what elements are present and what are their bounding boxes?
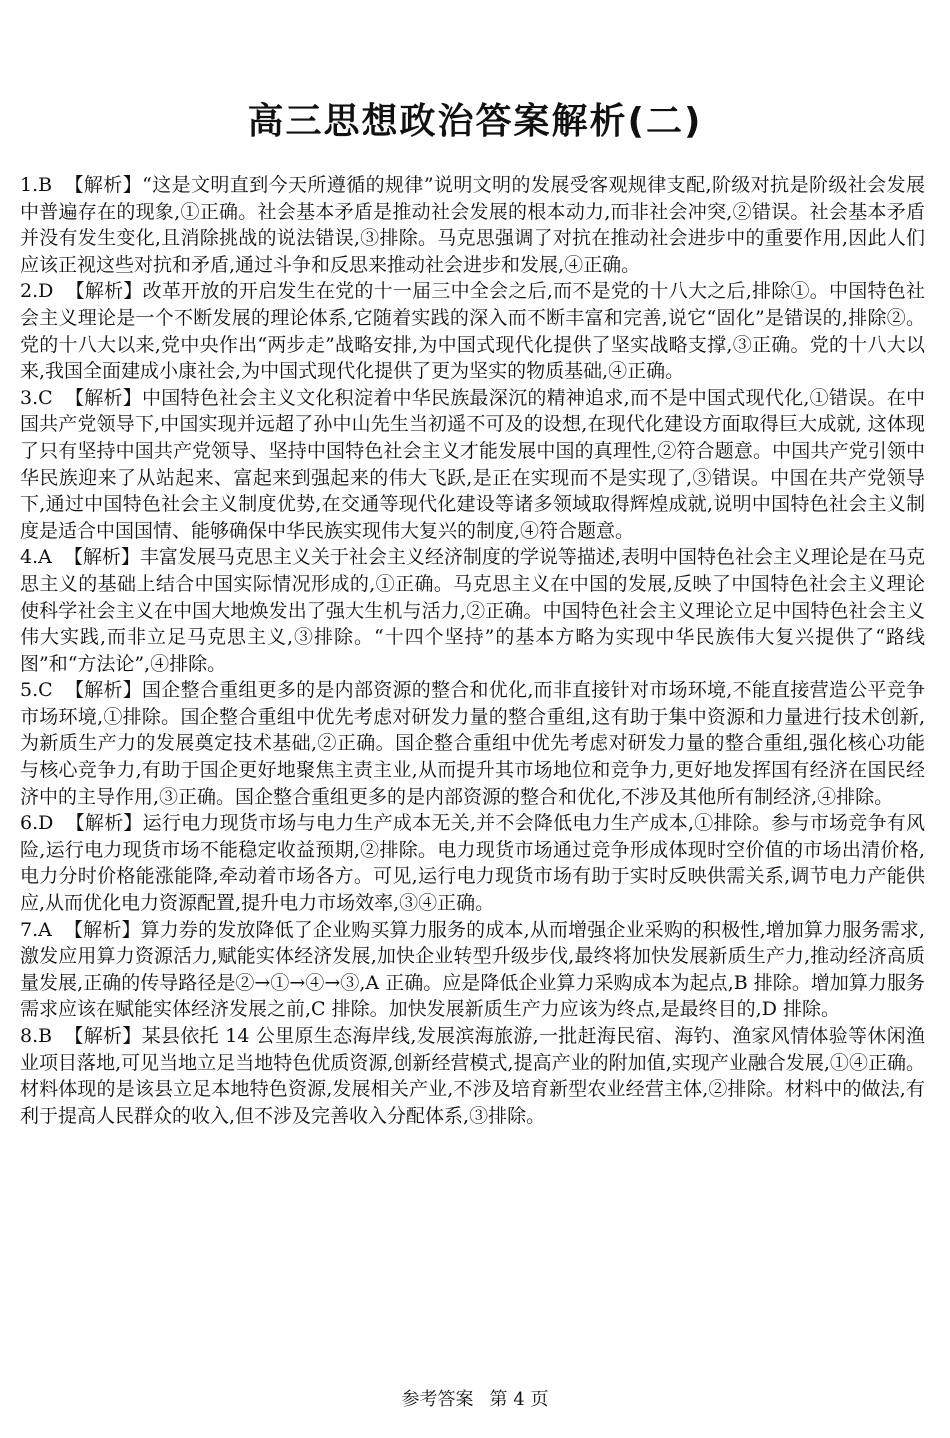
answer-number: 5. — [20, 679, 39, 702]
answer-letter: D — [38, 280, 54, 303]
answer-letter: B — [38, 174, 53, 196]
answer-letter: C — [38, 386, 53, 409]
answer-letter: A — [38, 546, 52, 569]
page-title: 高三思想政治答案解析(二) — [247, 101, 703, 142]
footer-label: 参考答案 — [401, 1389, 474, 1410]
answer-item-2 — [20, 278, 925, 384]
answer-item-3 — [20, 385, 925, 545]
answer-item-6 — [20, 810, 925, 916]
answer-explanation: 【解析】运行电力现货市场与电力生产成本无关,并不会降低电力生产成本,①排除。参与市场竞争有风险,运行电力现货市场不能稳定收益预期,②排除。电力现货市场通过竞争形成体现时空价值的市场出清价格,电力分时价格能涨能降,牵动着市场各方。可见,运行电力现货市场有助于实时反映供需关系,调节电力产能供应,从而优化电力资源配置,提升电力市场效率,③④正确。 — [20, 812, 925, 915]
page-footer — [0, 1388, 950, 1412]
answer-number: 1. — [20, 174, 39, 196]
answer-letter: D — [38, 812, 54, 835]
answer-number: 2. — [20, 280, 39, 303]
answer-item-1 — [20, 172, 925, 278]
answer-letter: B — [38, 1025, 53, 1047]
answer-explanation: 【解析】国企整合重组更多的是内部资源的整合和优化,而非直接针对市场环境,不能直接营造公平竞争市场环境,①排除。国企整合重组中优先考虑对研发力量的整合重组,这有助于集中资源和力量进行技术创新,为新质生产力的发展奠定技术基础,②正确。国企整合重组中优先考虑对研发力量的整合重组,强化核心功能与核心竞争力,有助于国企更好地聚焦主责主业,从而提升其市场地位和竞争力,更好地发挥国有经济在国民经济中的主导作用,③正确。国企整合重组更多的是内部资源的整合和优化,不涉及其他所有制经济,④排除。 — [20, 679, 925, 808]
answer-letter: C — [38, 679, 53, 702]
answer-number: 8. — [20, 1025, 39, 1047]
page-number: 第 4 页 — [489, 1389, 549, 1410]
answer-number: 6. — [20, 812, 39, 835]
answer-number: 3. — [20, 386, 39, 409]
answer-explanation: 【解析】改革开放的开启发生在党的十一届三中全会之后,而不是党的十八大之后,排除①。中国特色社会主义理论是一个不断发展的理论体系,它随着实践的深入而不断丰富和完善,说它“固化”是错误的,排除②。党的十八大以来,党中央作出“两步走”战略安排,为中国式现代化提供了坚实战略支撑,③正确。党的十八大以来,我国全面建成小康社会,为中国式现代化提供了更为坚实的物质基础,④正确。 — [20, 280, 925, 383]
answer-explanation: 【解析】算力券的发放降低了企业购买算力服务的成本,从而增强企业采购的积极性,增加算力服务需求,激发应用算力资源活力,赋能实体经济发展,加快企业转型升级步伐,最终将加快发展新质生产力,推动经济高质量发展,正确的传导路径是②→①→④→③,A 正确。应是降低企业算力采购成本为起点,B 排除。增加算力服务需求应该在赋能实体经济发展之前,C 排除。加快发展新质生产力应该为终点,是最终目的,D 排除。 — [20, 918, 925, 1021]
answer-explanation: 【解析】丰富发展马克思主义关于社会主义经济制度的学说等描述,表明中国特色社会主义理论是在马克思主义的基础上结合中国实际情况形成的,①正确。马克思主义在中国的发展,反映了中国特色社会主义理论使科学社会主义在中国大地焕发出了强大生机与活力,②正确。中国特色社会主义理论立足中国特色社会主义伟大实践,而非立足马克思主义,③排除。“十四个坚持”的基本方略为实现中华民族伟大复兴提供了“路线图”和“方法论”,④排除。 — [20, 546, 925, 675]
answer-number: 7. — [20, 918, 39, 941]
answer-explanation: 【解析】某县依托 14 公里原生态海岸线,发展滨海旅游,一批赶海民宿、海钓、渔家风情体验等休闲渔业项目落地,可见当地立足当地特色优质资源,创新经营模式,提高产业的附加值,实现产业融合发展,①④正确。材料体现的是该县立足本地特色资源,发展相关产业,不涉及培育新型农业经营主体,②排除。材料中的做法,有利于提高人民群众的收入,但不涉及完善收入分配体系,③排除。 — [20, 1025, 925, 1127]
answer-explanation: 【解析】中国特色社会主义文化积淀着中华民族最深沉的精神追求,而不是中国式现代化,①错误。在中国共产党领导下,中国实现并远超了孙中山先生当初遥不可及的设想,在现代化建设方面取得巨大成就, 这体现了只有坚持中国共产党领导、坚持中国特色社会主义才能发展中国的真理性,②符合题意。中国共产党引领中华民族迎来了从站起来、富起来到强起来的伟大飞跃,是正在实现而不是实现了,③错误。中国在共产党领导下,通过中国特色社会主义制度优势,在交通等现代化建设等诸多领域取得辉煌成就,说明中国特色社会主义制度是适合中国国情、能够确保中华民族实现伟大复兴的制度,④符合题意。 — [20, 386, 925, 542]
answer-explanation: 【解析】“这是文明直到今天所遵循的规律”说明文明的发展受客观规律支配,阶级对抗是阶级社会发展中普遍存在的现象,①正确。社会基本矛盾是推动社会发展的根本动力,而非社会冲突,②错误。社会基本矛盾并没有发生变化,且消除挑战的说法错误,③排除。马克思强调了对抗在推动社会进步中的重要作用,因此人们应该正视这些对抗和矛盾,通过斗争和反思来推动社会进步和发展,④正确。 — [20, 174, 925, 276]
answer-item-5 — [20, 677, 925, 810]
answer-list — [20, 172, 925, 1129]
answer-letter: A — [38, 918, 52, 941]
answer-item-7 — [20, 917, 925, 1023]
answer-item-8 — [20, 1023, 925, 1129]
answer-number: 4. — [20, 546, 39, 569]
answer-item-4 — [20, 544, 925, 677]
